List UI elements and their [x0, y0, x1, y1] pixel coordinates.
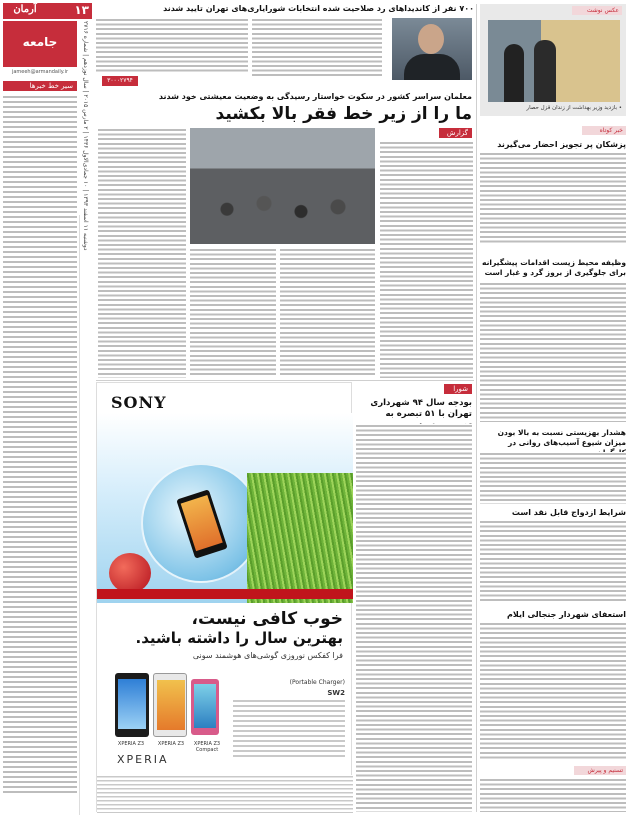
divider [79, 215, 80, 815]
brief-item-1-text [480, 152, 626, 244]
left-column [3, 3, 92, 815]
page-number: ۱۳ [74, 3, 89, 17]
model-1: XPERIA Z3 [117, 741, 145, 747]
top-story-text-mid [252, 18, 382, 78]
brief-item-5-text [480, 622, 626, 760]
main-headline: ما را از زیر خط فقر بالا بکشید [215, 104, 472, 124]
ad-sub: فرا کفکس نوروزی گوشی‌های هوشمند سونی [192, 651, 343, 660]
sony-ad [96, 382, 352, 812]
phone-2 [153, 673, 187, 737]
news-body-text [3, 95, 77, 795]
date-line: دوشنبه ۱۱ اسفند ۱۳۹۳ | ۱۰ جمادی‌الاول ۱۴۳۶ | ۲ مارس ۲۰۱۵ | سال نوزدهم | شماره ۲۷۱۶ [82, 21, 89, 251]
top-story-kicker: ۷۰۰ نفر از کاندیداهای رد صلاحیت شده انتخابات شورایاری‌های تهران تایید شدند [163, 4, 474, 13]
portrait-photo [392, 18, 472, 80]
stamp-box [102, 76, 138, 86]
photo-caption: • بازدید وزیر بهداشت از زندان قزل حصار [526, 105, 622, 111]
ad-gift-line: (Portable Charger) [289, 679, 345, 686]
ad-gift-item: SW2 [327, 689, 345, 697]
brief-item-2-title: وظیفه محیط زیست اقدامات پیشگیرانه برای جلوگیری از بروز گرد و غبار است [482, 258, 626, 277]
bottom-text [480, 778, 626, 812]
masthead-logo: آرمان [13, 4, 37, 15]
masthead-bar [3, 3, 92, 19]
main-kicker: معلمان سراسر کشور در سکوت خواستار رسیدگی به وضعیت معیشتی خود شدند [158, 92, 472, 101]
section-box [3, 21, 77, 67]
brief-item-1-title: پزشکان پر تجویز احضار می‌گیرند [497, 140, 626, 149]
ad-slogan-1: خوب کافی نیست، [191, 609, 343, 629]
phone-2-screen [157, 680, 185, 730]
person-2 [534, 40, 556, 102]
horizontal-rule [96, 380, 474, 381]
brief-item-5-title: استعفای شهردار جنجالی ایلام [507, 610, 626, 619]
brief-item-3-title: هشدار بهزیستی نسبت به بالا بودن میزان شیوع آسیب‌های روانی در [497, 428, 626, 447]
section-title: جامعه [22, 35, 58, 49]
vertical-rule [476, 4, 477, 812]
ad-gift-text [233, 699, 345, 759]
portrait-suit [404, 54, 460, 80]
ad-brand: SONY [111, 393, 167, 412]
email-line: jameeh@armandaily.ir [11, 69, 69, 75]
main-text-col2 [190, 248, 276, 378]
phone-1-screen [118, 679, 146, 729]
main-text-col4 [380, 141, 473, 378]
masthead-vertical-text [79, 21, 92, 251]
minister-photo [488, 20, 620, 102]
main-text-col1 [98, 128, 186, 378]
budget-text-a [356, 424, 472, 812]
apple [109, 553, 151, 593]
main-photo [190, 128, 375, 244]
top-story-text-left [96, 18, 248, 74]
brief-header: خبر کوتاه [582, 126, 626, 135]
top-story [96, 4, 474, 88]
ribbon [97, 589, 353, 599]
portrait-face [418, 24, 444, 54]
ad-footer [97, 775, 353, 813]
person-1 [504, 44, 524, 102]
photo-box [480, 4, 626, 116]
phone-1 [115, 673, 149, 737]
brief-item-2-text [480, 282, 626, 422]
budget-tag: شورا [444, 384, 472, 394]
phone-3 [191, 679, 219, 735]
brief-item-4-text [480, 520, 626, 604]
phone-3-screen [194, 684, 216, 728]
report-tag: گزارش [439, 128, 472, 138]
budget-headline: بودجه سال ۹۴ شهرداری تهران با ۵۱ تبصره به [370, 398, 472, 419]
brief-item-4-title: شرایط ازدواج قابل نقد است [511, 508, 626, 517]
stamp-number: ۳۰۰۰۲۷۹۴ [107, 77, 133, 84]
ad-xperia: XPERIA [117, 753, 169, 766]
grass [247, 473, 353, 603]
bottom-header: تسنیم و پیرش [574, 766, 626, 775]
main-text-col3 [280, 248, 375, 378]
model-3: XPERIA Z3 Compact [193, 741, 221, 753]
brief-item-3-text [480, 452, 626, 504]
photo-header: عکس نوشت [572, 6, 622, 15]
model-2: XPERIA Z3 [157, 741, 185, 747]
news-header: سیر خط خبرها [3, 81, 77, 91]
ad-slogan-2: بهترین سال را داشته باشید. [135, 629, 343, 647]
